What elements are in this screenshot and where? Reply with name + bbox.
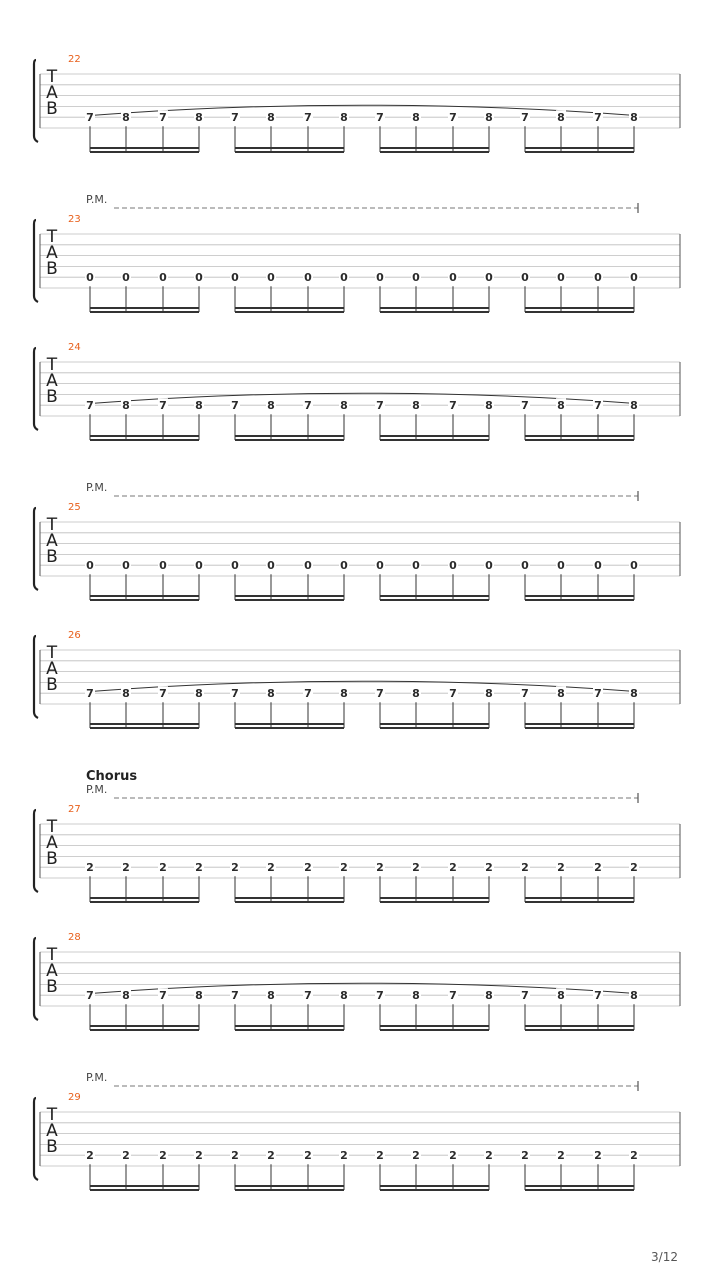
fret-number: 8 xyxy=(122,989,130,1003)
fret-number: 2 xyxy=(267,1149,275,1163)
fret-number: 7 xyxy=(594,399,602,413)
fret-number: 8 xyxy=(412,989,420,1003)
fret-number: 2 xyxy=(86,861,94,875)
tab-clef-letter: B xyxy=(46,547,58,567)
fret-number: 7 xyxy=(376,989,384,1003)
fret-number: 2 xyxy=(412,861,420,875)
tab-system xyxy=(34,769,680,902)
fret-number: 7 xyxy=(449,989,457,1003)
fret-number: 7 xyxy=(594,687,602,701)
fret-number: 8 xyxy=(267,111,275,125)
fret-number: 0 xyxy=(86,271,94,285)
fret-number: 0 xyxy=(267,559,275,573)
fret-number: 8 xyxy=(485,399,493,413)
tab-clef-letter: T xyxy=(46,355,58,375)
fret-number: 2 xyxy=(521,1149,529,1163)
fret-number: 0 xyxy=(304,559,312,573)
fret-number: 2 xyxy=(449,1149,457,1163)
fret-number: 0 xyxy=(376,559,384,573)
fret-number: 2 xyxy=(159,1149,167,1163)
fret-number: 8 xyxy=(195,989,203,1003)
measure-number: 27 xyxy=(68,804,81,815)
measure-number: 22 xyxy=(68,54,81,65)
fret-number: 7 xyxy=(521,989,529,1003)
fret-number: 8 xyxy=(412,399,420,413)
fret-number: 2 xyxy=(594,861,602,875)
system-bracket xyxy=(34,938,38,1020)
fret-number: 2 xyxy=(304,1149,312,1163)
fret-number: 7 xyxy=(231,399,239,413)
fret-number: 0 xyxy=(485,271,493,285)
section-label: Chorus xyxy=(86,769,138,784)
fret-number: 7 xyxy=(449,687,457,701)
fret-number: 0 xyxy=(630,559,638,573)
tab-clef-letter: T xyxy=(46,817,58,837)
fret-number: 2 xyxy=(449,861,457,875)
fret-number: 2 xyxy=(630,1149,638,1163)
fret-number: 0 xyxy=(195,559,203,573)
tab-clef-letter: A xyxy=(46,833,58,853)
tab-clef-letter: A xyxy=(46,961,58,981)
fret-number: 8 xyxy=(485,687,493,701)
fret-number: 8 xyxy=(485,989,493,1003)
fret-number: 2 xyxy=(376,861,384,875)
fret-number: 7 xyxy=(159,111,167,125)
fret-number: 0 xyxy=(86,559,94,573)
fret-number: 0 xyxy=(557,559,565,573)
fret-number: 2 xyxy=(521,861,529,875)
fret-number: 2 xyxy=(122,1149,130,1163)
fret-number: 0 xyxy=(594,271,602,285)
tab-system xyxy=(34,193,680,312)
fret-number: 7 xyxy=(231,989,239,1003)
tab-clef-letter: T xyxy=(46,945,58,965)
fret-number: 2 xyxy=(231,861,239,875)
palm-mute-label: P.M. xyxy=(86,783,108,796)
fret-number: 8 xyxy=(122,399,130,413)
fret-number: 7 xyxy=(521,111,529,125)
fret-number: 7 xyxy=(231,687,239,701)
system-bracket xyxy=(34,348,38,430)
fret-number: 8 xyxy=(557,111,565,125)
fret-number: 2 xyxy=(340,1149,348,1163)
tab-system xyxy=(34,1071,680,1190)
fret-number: 7 xyxy=(86,399,94,413)
palm-mute-label: P.M. xyxy=(86,481,108,494)
fret-number: 0 xyxy=(449,559,457,573)
fret-number: 7 xyxy=(86,111,94,125)
fret-number: 7 xyxy=(376,111,384,125)
system-bracket xyxy=(34,220,38,302)
fret-number: 8 xyxy=(630,687,638,701)
tab-clef-letter: B xyxy=(46,259,58,279)
tab-system xyxy=(34,481,680,600)
tab-clef-letter: T xyxy=(46,643,58,663)
fret-number: 0 xyxy=(159,559,167,573)
fret-number: 8 xyxy=(122,687,130,701)
fret-number: 8 xyxy=(485,111,493,125)
fret-number: 7 xyxy=(521,687,529,701)
fret-number: 2 xyxy=(557,1149,565,1163)
fret-number: 8 xyxy=(557,687,565,701)
fret-number: 0 xyxy=(521,271,529,285)
fret-number: 7 xyxy=(159,687,167,701)
fret-number: 2 xyxy=(122,861,130,875)
tab-clef-letter: T xyxy=(46,1105,58,1125)
fret-number: 7 xyxy=(594,111,602,125)
palm-mute-label: P.M. xyxy=(86,193,108,206)
fret-number: 8 xyxy=(630,111,638,125)
fret-number: 2 xyxy=(267,861,275,875)
tab-clef-letter: A xyxy=(46,659,58,679)
fret-number: 2 xyxy=(412,1149,420,1163)
tab-clef-letter: B xyxy=(46,1137,58,1157)
fret-number: 0 xyxy=(557,271,565,285)
fret-number: 7 xyxy=(304,111,312,125)
fret-number: 2 xyxy=(485,1149,493,1163)
fret-number: 8 xyxy=(122,111,130,125)
measure-number: 26 xyxy=(68,630,81,641)
measure-number: 29 xyxy=(68,1092,81,1103)
fret-number: 2 xyxy=(376,1149,384,1163)
palm-mute-label: P.M. xyxy=(86,1071,108,1084)
fret-number: 0 xyxy=(376,271,384,285)
fret-number: 8 xyxy=(412,687,420,701)
fret-number: 7 xyxy=(304,687,312,701)
fret-number: 8 xyxy=(630,989,638,1003)
fret-number: 2 xyxy=(304,861,312,875)
fret-number: 0 xyxy=(159,271,167,285)
fret-number: 7 xyxy=(449,111,457,125)
fret-number: 8 xyxy=(340,989,348,1003)
tab-clef-letter: B xyxy=(46,99,58,119)
measure-number: 23 xyxy=(68,214,81,225)
tab-system xyxy=(34,932,680,1030)
fret-number: 7 xyxy=(594,989,602,1003)
tab-clef-letter: A xyxy=(46,531,58,551)
fret-number: 2 xyxy=(485,861,493,875)
fret-number: 8 xyxy=(195,111,203,125)
fret-number: 2 xyxy=(630,861,638,875)
system-bracket xyxy=(34,508,38,590)
fret-number: 0 xyxy=(231,271,239,285)
fret-number: 7 xyxy=(304,989,312,1003)
fret-number: 8 xyxy=(340,687,348,701)
fret-number: 0 xyxy=(412,271,420,285)
fret-number: 0 xyxy=(122,559,130,573)
fret-number: 2 xyxy=(231,1149,239,1163)
fret-number: 2 xyxy=(340,861,348,875)
tab-clef-letter: B xyxy=(46,675,58,695)
fret-number: 0 xyxy=(122,271,130,285)
fret-number: 2 xyxy=(86,1149,94,1163)
tab-clef-letter: B xyxy=(46,977,58,997)
fret-number: 0 xyxy=(195,271,203,285)
tab-clef-letter: A xyxy=(46,83,58,103)
tab-clef-letter: T xyxy=(46,67,58,87)
tab-clef-letter: A xyxy=(46,371,58,391)
fret-number: 7 xyxy=(304,399,312,413)
fret-number: 0 xyxy=(521,559,529,573)
tab-clef-letter: A xyxy=(46,243,58,263)
fret-number: 0 xyxy=(231,559,239,573)
tab-system xyxy=(34,342,680,440)
fret-number: 8 xyxy=(557,399,565,413)
fret-number: 2 xyxy=(195,861,203,875)
fret-number: 0 xyxy=(267,271,275,285)
fret-number: 0 xyxy=(630,271,638,285)
measure-number: 25 xyxy=(68,502,81,513)
fret-number: 7 xyxy=(231,111,239,125)
fret-number: 8 xyxy=(267,989,275,1003)
system-bracket xyxy=(34,60,38,142)
fret-number: 7 xyxy=(376,687,384,701)
fret-number: 0 xyxy=(340,271,348,285)
tab-clef-letter: A xyxy=(46,1121,58,1141)
system-bracket xyxy=(34,810,38,892)
tab-clef-letter: B xyxy=(46,849,58,869)
fret-number: 7 xyxy=(521,399,529,413)
fret-number: 7 xyxy=(449,399,457,413)
fret-number: 8 xyxy=(557,989,565,1003)
system-bracket xyxy=(34,636,38,718)
fret-number: 8 xyxy=(340,111,348,125)
tab-clef-letter: T xyxy=(46,227,58,247)
tab-system xyxy=(34,630,680,728)
fret-number: 7 xyxy=(159,399,167,413)
fret-number: 0 xyxy=(340,559,348,573)
system-bracket xyxy=(34,1098,38,1180)
fret-number: 8 xyxy=(195,687,203,701)
tab-clef-letter: B xyxy=(46,387,58,407)
fret-number: 7 xyxy=(159,989,167,1003)
fret-number: 0 xyxy=(485,559,493,573)
fret-number: 8 xyxy=(267,399,275,413)
fret-number: 2 xyxy=(195,1149,203,1163)
fret-number: 7 xyxy=(86,687,94,701)
measure-number: 28 xyxy=(68,932,81,943)
fret-number: 0 xyxy=(412,559,420,573)
fret-number: 0 xyxy=(304,271,312,285)
fret-number: 8 xyxy=(340,399,348,413)
page-number: 3/12 xyxy=(651,1250,678,1264)
tab-clef-letter: T xyxy=(46,515,58,535)
tab-system xyxy=(34,54,680,152)
fret-number: 2 xyxy=(557,861,565,875)
fret-number: 8 xyxy=(412,111,420,125)
fret-number: 7 xyxy=(376,399,384,413)
fret-number: 8 xyxy=(195,399,203,413)
fret-number: 8 xyxy=(630,399,638,413)
fret-number: 7 xyxy=(86,989,94,1003)
measure-number: 24 xyxy=(68,342,81,353)
fret-number: 0 xyxy=(594,559,602,573)
fret-number: 2 xyxy=(594,1149,602,1163)
fret-number: 0 xyxy=(449,271,457,285)
fret-number: 2 xyxy=(159,861,167,875)
fret-number: 8 xyxy=(267,687,275,701)
